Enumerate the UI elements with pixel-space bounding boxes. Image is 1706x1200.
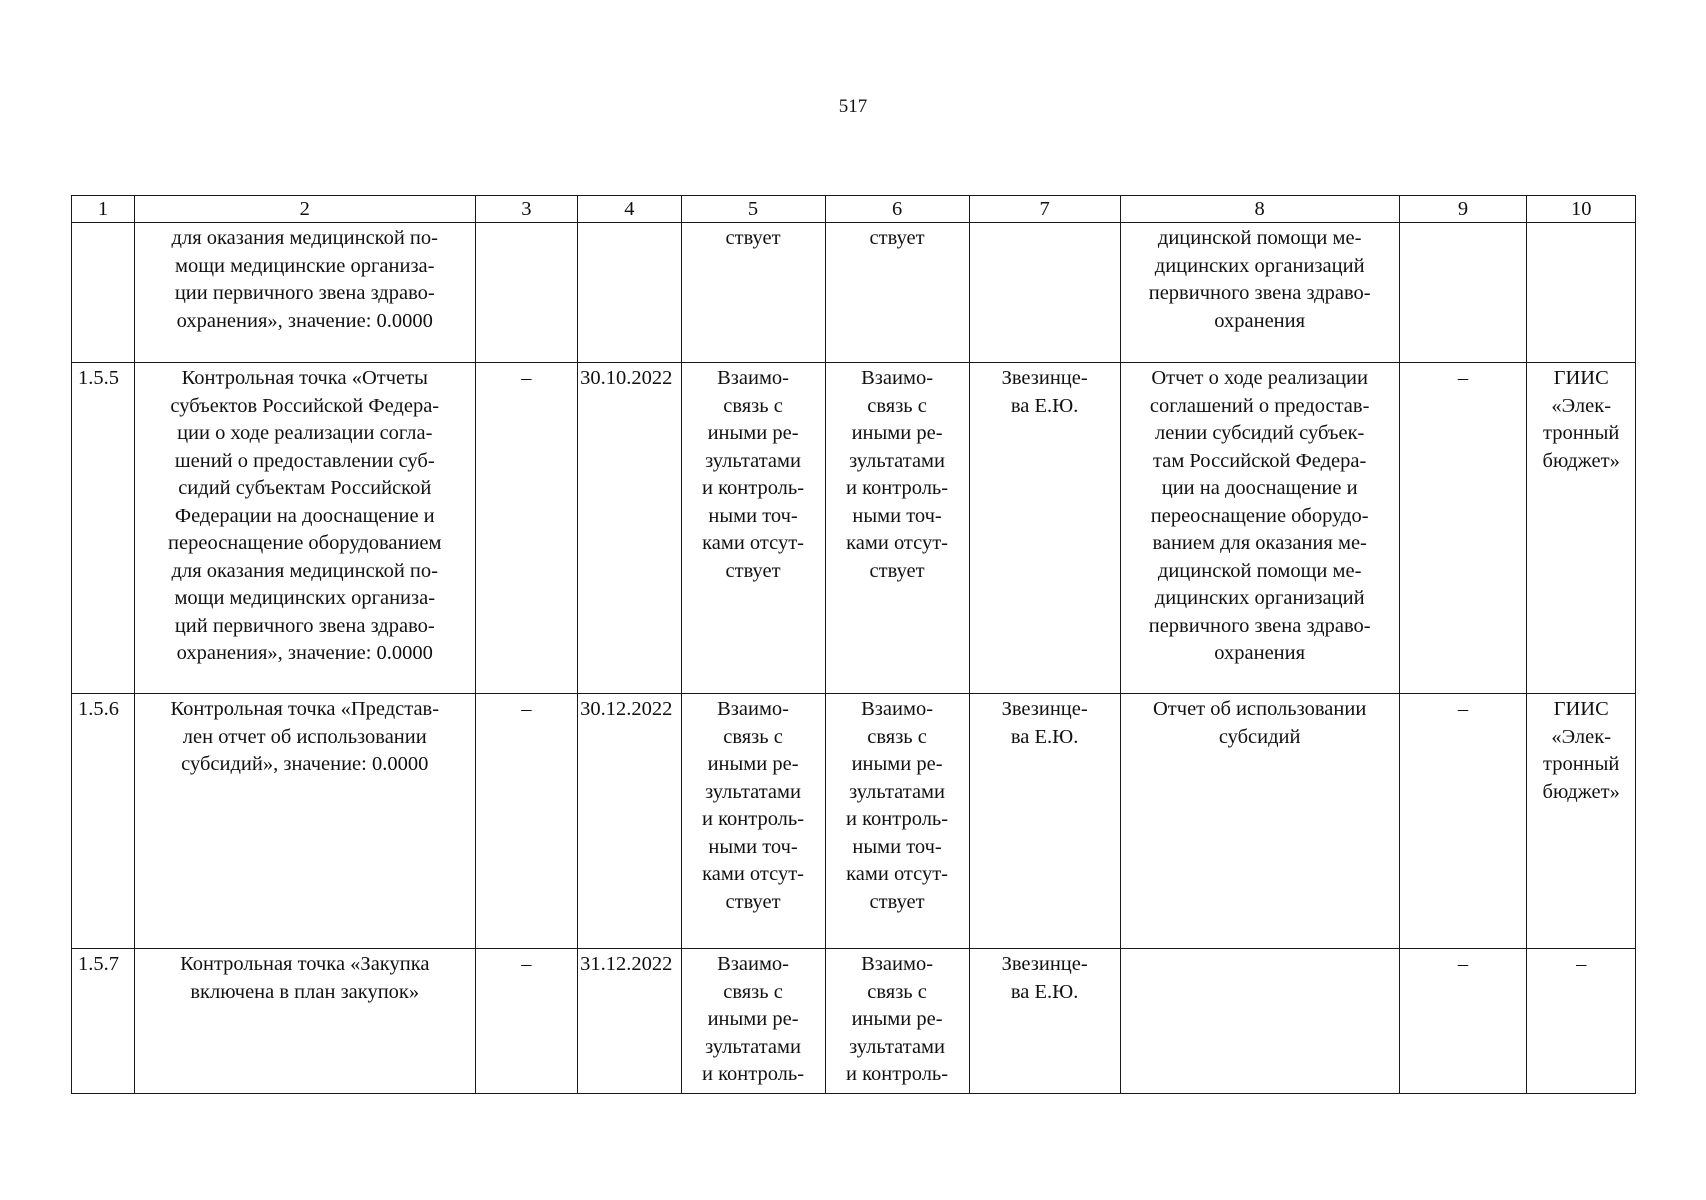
cell-text-line: 30.10.2022 bbox=[580, 367, 673, 389]
cell-text-line: первичного звена здраво- bbox=[1148, 282, 1371, 304]
cell-text-line: зультатами bbox=[849, 1035, 945, 1058]
table-row bbox=[72, 949, 1636, 1094]
cell-text-line: ции на дооснащение и bbox=[1161, 477, 1358, 499]
cell-text-line: 30.12.2022 bbox=[580, 698, 673, 720]
cell-text-line: охранения bbox=[1214, 642, 1306, 664]
column-number-4: 4 bbox=[578, 196, 681, 223]
cell-text-line: зультатами bbox=[849, 449, 945, 472]
cell-text-line: для оказания медицинской по- bbox=[171, 559, 438, 582]
table-cell-col-4 bbox=[578, 223, 681, 363]
column-number-6: 6 bbox=[825, 196, 969, 223]
table-cell-col-9 bbox=[1399, 949, 1527, 1094]
table-cell-col-2 bbox=[134, 694, 475, 949]
cell-text-line: – bbox=[1457, 953, 1469, 975]
cell-text-line: дицинской помощи ме- bbox=[1157, 559, 1362, 582]
cell-text-line: Взаимо- bbox=[717, 367, 789, 389]
cell-text-line: ГИИС bbox=[1553, 367, 1609, 389]
table-cell-col-6 bbox=[825, 949, 969, 1094]
cell-text-line: ва Е.Ю. bbox=[1010, 980, 1079, 1003]
cell-text-line: охранения bbox=[1214, 309, 1306, 332]
cell-text-line: ции первичного звена здраво- bbox=[174, 282, 435, 304]
cell-text-line: ными точ- bbox=[852, 835, 942, 858]
cell-text-line: ции о ходе реализации согла- bbox=[177, 422, 433, 444]
cell-text-line: сидий субъектам Российской bbox=[178, 477, 432, 499]
table-cell-col-10 bbox=[1527, 363, 1636, 694]
table-row bbox=[72, 363, 1636, 694]
table-cell-col-8 bbox=[1120, 694, 1399, 949]
cell-text-line: 31.12.2022 bbox=[580, 953, 673, 975]
table-cell-col-2 bbox=[134, 363, 475, 694]
cell-text-line: ными точ- bbox=[708, 835, 798, 858]
cell-text-line: ными точ- bbox=[852, 504, 942, 527]
cell-text-line: Взаимо- bbox=[717, 698, 789, 720]
control-points-table bbox=[71, 195, 1636, 1094]
cell-text-line: иными ре- bbox=[851, 753, 943, 775]
cell-text-line: связь с bbox=[723, 725, 783, 748]
table-cell-col-6 bbox=[825, 694, 969, 949]
table-cell-col-8 bbox=[1120, 949, 1399, 1094]
column-number-7: 7 bbox=[969, 196, 1120, 223]
cell-text-line: мощи медицинские организа- bbox=[175, 254, 435, 277]
cell-text-line: 1.5.6 bbox=[78, 698, 119, 720]
cell-text-line: – bbox=[1457, 367, 1469, 389]
cell-text-line: дицинских организаций bbox=[1154, 254, 1365, 277]
table-cell-col-7 bbox=[969, 363, 1120, 694]
cell-text-line: Контрольная точка «Отчеты bbox=[181, 367, 428, 389]
cell-text-line: шений о предоставлении суб- bbox=[174, 449, 435, 472]
table-cell-col-2 bbox=[134, 223, 475, 363]
cell-text-line: иными ре- bbox=[851, 422, 943, 444]
cell-text-line: Отчет об использовании bbox=[1153, 698, 1367, 720]
table-cell-col-7 bbox=[969, 223, 1120, 363]
table-cell-col-3 bbox=[475, 223, 577, 363]
cell-text-line: бюджет» bbox=[1542, 780, 1620, 803]
cell-text-line: Контрольная точка «Закупка bbox=[180, 953, 430, 975]
cell-text-line: иными ре- bbox=[851, 1008, 943, 1030]
cell-text-line: ками отсут- bbox=[702, 863, 804, 885]
cell-text-line: там Российской Федера- bbox=[1153, 449, 1367, 472]
column-number-1: 1 bbox=[72, 196, 135, 223]
cell-text-line: дицинских организаций bbox=[1154, 587, 1365, 609]
cell-text-line: Взаимо- bbox=[717, 953, 789, 975]
cell-text-line: ГИИС bbox=[1553, 698, 1609, 720]
cell-text-line: субсидий», значение: 0.0000 bbox=[181, 753, 429, 775]
cell-text-line: Звезинце- bbox=[1001, 953, 1088, 975]
table-cell-col-10 bbox=[1527, 949, 1636, 1094]
cell-text-line: иными ре- bbox=[707, 422, 799, 444]
cell-text-line: и контроль- bbox=[846, 808, 949, 830]
cell-text-line: Отчет о ходе реализации bbox=[1151, 367, 1368, 389]
cell-text-line: – bbox=[1457, 698, 1469, 720]
table-cell-col-1 bbox=[72, 363, 135, 694]
cell-text-line: связь с bbox=[867, 394, 927, 417]
table-row bbox=[72, 694, 1636, 949]
cell-text-line: охранения», значение: 0.0000 bbox=[176, 642, 433, 664]
cell-text-line: лении субсидий субъек- bbox=[1154, 422, 1365, 444]
table-cell-col-3 bbox=[475, 949, 577, 1094]
cell-text-line: – bbox=[521, 953, 532, 975]
cell-text-line: ствует bbox=[869, 890, 925, 913]
cell-text-line: ва Е.Ю. bbox=[1010, 394, 1079, 417]
cell-text-line: иными ре- bbox=[707, 753, 799, 775]
cell-text-line: включена в план закупок» bbox=[190, 980, 420, 1003]
column-number-row bbox=[72, 196, 1636, 223]
cell-text-line: ствует bbox=[869, 227, 925, 249]
table-cell-col-1 bbox=[72, 949, 135, 1094]
table-cell-col-5 bbox=[681, 223, 825, 363]
cell-text-line: и контроль- bbox=[702, 477, 805, 499]
table-cell-col-10 bbox=[1527, 694, 1636, 949]
table-cell-col-2 bbox=[134, 949, 475, 1094]
cell-text-line: и контроль- bbox=[702, 1063, 805, 1085]
cell-text-line: ками отсут- bbox=[846, 863, 948, 885]
column-number-8: 8 bbox=[1120, 196, 1399, 223]
cell-text-line: Взаимо- bbox=[861, 698, 934, 720]
cell-text-line: ками отсут- bbox=[846, 532, 948, 554]
table-row bbox=[72, 223, 1636, 363]
cell-text-line: ствует bbox=[725, 227, 781, 249]
cell-text-line: и контроль- bbox=[846, 1063, 949, 1085]
cell-text-line: «Элек- bbox=[1551, 394, 1612, 417]
table-cell-col-6 bbox=[825, 363, 969, 694]
cell-text-line: и контроль- bbox=[846, 477, 949, 499]
cell-text-line: дицинской помощи ме- bbox=[1157, 227, 1362, 249]
cell-text-line: для оказания медицинской по- bbox=[171, 227, 438, 249]
table-cell-col-1 bbox=[72, 694, 135, 949]
cell-text-line: и контроль- bbox=[702, 808, 805, 830]
table-cell-col-3 bbox=[475, 363, 577, 694]
cell-text-line: связь с bbox=[867, 980, 927, 1003]
cell-text-line: – bbox=[521, 367, 532, 389]
table-cell-col-6 bbox=[825, 223, 969, 363]
cell-text-line: связь с bbox=[723, 394, 783, 417]
cell-text-line: – bbox=[521, 698, 532, 720]
cell-text-line: – bbox=[1576, 953, 1587, 975]
cell-text-line: зультатами bbox=[705, 449, 801, 472]
table-cell-col-9 bbox=[1399, 363, 1527, 694]
table-cell-col-4 bbox=[578, 363, 681, 694]
column-number-5: 5 bbox=[681, 196, 825, 223]
cell-text-line: зультатами bbox=[705, 1035, 801, 1058]
table-cell-col-8 bbox=[1120, 363, 1399, 694]
cell-text-line: Взаимо- bbox=[861, 367, 934, 389]
table-cell-col-4 bbox=[578, 694, 681, 949]
cell-text-line: бюджет» bbox=[1542, 449, 1620, 472]
cell-text-line: ствует bbox=[725, 890, 781, 913]
cell-text-line: 1.5.7 bbox=[78, 953, 119, 975]
table-cell-col-8 bbox=[1120, 223, 1399, 363]
cell-text-line: связь с bbox=[867, 725, 927, 748]
cell-text-line: охранения», значение: 0.0000 bbox=[176, 309, 433, 332]
table-cell-col-9 bbox=[1399, 223, 1527, 363]
cell-text-line: зультатами bbox=[849, 780, 945, 803]
cell-text-line: тронный bbox=[1543, 422, 1620, 444]
cell-text-line: зультатами bbox=[705, 780, 801, 803]
table-cell-col-7 bbox=[969, 694, 1120, 949]
page-number: 517 bbox=[838, 96, 868, 117]
table-cell-col-5 bbox=[681, 949, 825, 1094]
table-cell-col-1 bbox=[72, 223, 135, 363]
table-cell-col-7 bbox=[969, 949, 1120, 1094]
cell-text-line: ками отсут- bbox=[702, 532, 804, 554]
cell-text-line: ва Е.Ю. bbox=[1010, 725, 1079, 748]
cell-text-line: ций первичного звена здраво- bbox=[174, 614, 435, 637]
table-cell-col-5 bbox=[681, 363, 825, 694]
cell-text-line: Взаимо- bbox=[861, 953, 934, 975]
cell-text-line: Контрольная точка «Представ- bbox=[170, 698, 440, 720]
cell-text-line: Федерации на дооснащение и bbox=[174, 504, 435, 527]
cell-text-line: субъектов Российской Федера- bbox=[170, 394, 440, 417]
column-number-10: 10 bbox=[1527, 196, 1636, 223]
cell-text-line: ствует bbox=[725, 559, 781, 582]
table-cell-col-3 bbox=[475, 694, 577, 949]
cell-text-line: первичного звена здраво- bbox=[1148, 614, 1371, 637]
cell-text-line: переоснащение оборудо- bbox=[1150, 504, 1369, 527]
cell-text-line: мощи медицинских организа- bbox=[174, 587, 436, 609]
table-cell-col-9 bbox=[1399, 694, 1527, 949]
cell-text-line: лен отчет об использовании bbox=[182, 725, 427, 748]
cell-text-line: ствует bbox=[869, 559, 925, 582]
cell-text-line: переоснащение оборудованием bbox=[168, 532, 442, 554]
cell-text-line: Звезинце- bbox=[1001, 367, 1088, 389]
column-number-2: 2 bbox=[134, 196, 475, 223]
cell-text-line: ными точ- bbox=[708, 504, 798, 527]
cell-text-line: связь с bbox=[723, 980, 783, 1003]
table-cell-col-10 bbox=[1527, 223, 1636, 363]
cell-text-line: иными ре- bbox=[707, 1008, 799, 1030]
table-cell-col-4 bbox=[578, 949, 681, 1094]
cell-text-line: субсидий bbox=[1218, 725, 1301, 748]
cell-text-line: тронный bbox=[1543, 753, 1620, 775]
column-number-9: 9 bbox=[1399, 196, 1527, 223]
column-number-3: 3 bbox=[475, 196, 577, 223]
cell-text-line: Звезинце- bbox=[1001, 698, 1088, 720]
cell-text-line: 1.5.5 bbox=[78, 367, 119, 389]
cell-text-line: ванием для оказания ме- bbox=[1152, 532, 1367, 554]
cell-text-line: соглашений о предостав- bbox=[1149, 394, 1370, 417]
table-cell-col-5 bbox=[681, 694, 825, 949]
cell-text-line: «Элек- bbox=[1551, 725, 1612, 748]
